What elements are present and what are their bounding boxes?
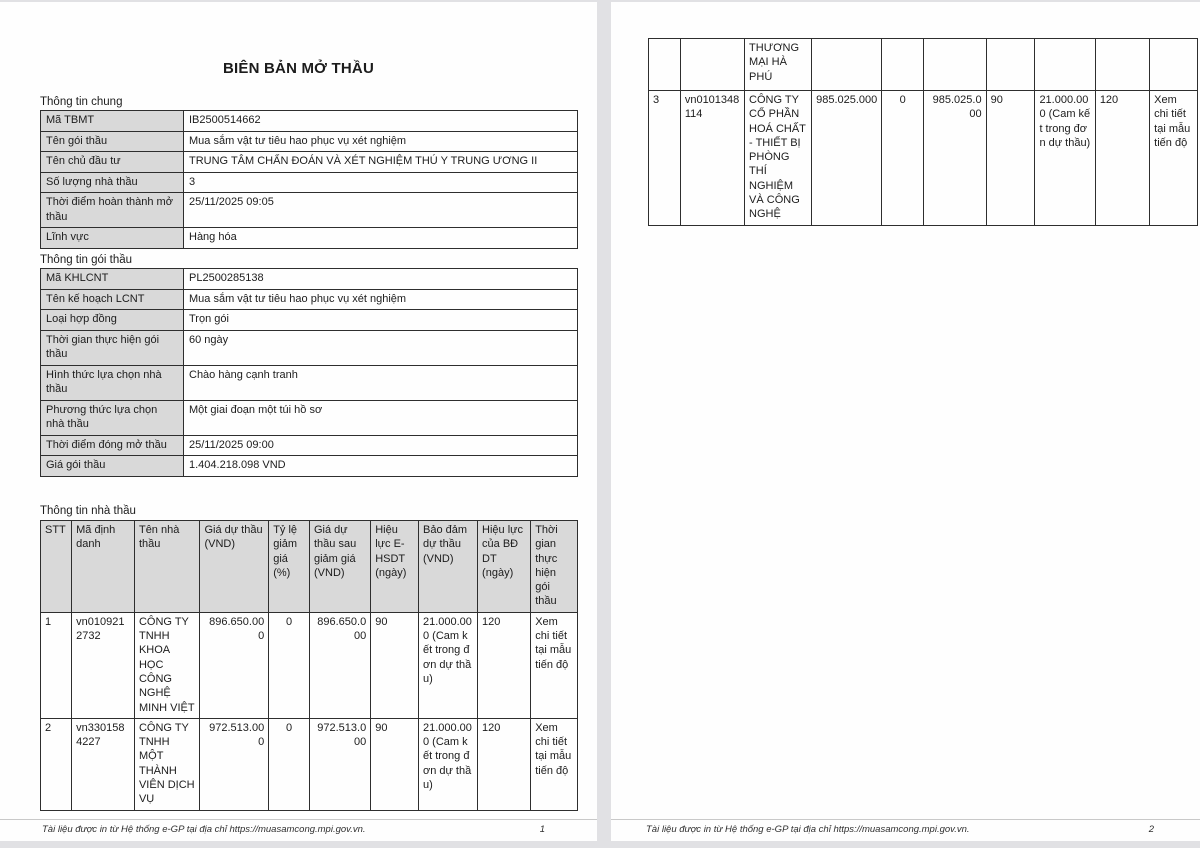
table-row	[41, 269, 578, 290]
bidder-discount	[882, 39, 924, 91]
bidder-price-after-discount: 972.513.000	[310, 718, 371, 810]
field-value: Hàng hóa	[184, 228, 578, 249]
column-header: Mã định danh	[72, 521, 135, 613]
column-header: Tỷ lệ giảm giá (%)	[269, 521, 310, 613]
bidder-duration: Xem chi tiết tại mẫu tiến độ	[531, 718, 578, 810]
field-value: 3	[184, 172, 578, 193]
document-page-1	[0, 2, 597, 841]
table-row	[41, 289, 578, 310]
field-label: Thời gian thực hiện gói thầu	[41, 330, 184, 365]
bidder-guarantee-validity: 120	[1095, 91, 1149, 226]
column-header: Bảo đảm dự thầu (VND)	[418, 521, 477, 613]
bidder-stt: 2	[41, 718, 72, 810]
bidder-duration: Xem chi tiết tại mẫu tiến độ	[531, 612, 578, 718]
bidder-name: CÔNG TY CỔ PHẦN HOÁ CHẤT - THIẾT BỊ PHÒNG THÍ NGHIỆM VÀ CÔNG NGHỆ	[745, 91, 812, 226]
field-label: Phương thức lựa chọn nhà thầu	[41, 400, 184, 435]
footer-source-text: Tài liệu được in từ Hệ thống e-GP tại địa chỉ https://muasamcong.mpi.gov.vn.	[42, 824, 366, 835]
page-footer	[0, 819, 597, 841]
package-info-table	[40, 268, 578, 477]
field-label: Hình thức lựa chọn nhà thầu	[41, 365, 184, 400]
column-header: Giá dự thầu (VND)	[200, 521, 269, 613]
bidder-price	[812, 39, 882, 91]
table-row	[41, 400, 578, 435]
bidder-price-after-discount: 896.650.000	[310, 612, 371, 718]
bidder-ehsdt-validity	[986, 39, 1035, 91]
table-row	[41, 456, 578, 477]
bidder-name-continued: THƯƠNG MẠI HÀ PHÚ	[745, 39, 812, 91]
field-label: Tên chủ đầu tư	[41, 152, 184, 173]
bidder-id: vn3301584227	[72, 718, 135, 810]
bidder-duration	[1150, 39, 1198, 91]
field-value: 1.404.218.098 VND	[184, 456, 578, 477]
bidder-id	[680, 39, 744, 91]
field-value: 25/11/2025 09:05	[184, 193, 578, 228]
bidder-guarantee: 21.000.000 (Cam kết trong đơn dự thầu)	[1035, 91, 1095, 226]
table-row	[41, 193, 578, 228]
field-label: Loại hợp đồng	[41, 310, 184, 331]
field-value: TRUNG TÂM CHẨN ĐOÁN VÀ XÉT NGHIỆM THÚ Y TRUNG ƯƠNG II	[184, 152, 578, 173]
field-label: Mã KHLCNT	[41, 269, 184, 290]
bidder-id: vn0101348114	[680, 91, 744, 226]
field-label: Số lượng nhà thầu	[41, 172, 184, 193]
section-heading-package-info: Thông tin gói thầu	[40, 254, 133, 266]
field-value: Mua sắm vật tư tiêu hao phục vụ xét nghiệm	[184, 289, 578, 310]
general-info-table	[40, 110, 578, 249]
bidder-guarantee-validity: 120	[478, 612, 531, 718]
field-label: Thời điểm đóng mở thầu	[41, 435, 184, 456]
column-header: Tên nhà thầu	[134, 521, 200, 613]
bidder-ehsdt-validity: 90	[371, 612, 419, 718]
bidder-discount: 0	[269, 718, 310, 810]
page-footer	[611, 819, 1200, 841]
page-number: 2	[1148, 824, 1154, 835]
bidder-guarantee-validity	[1095, 39, 1149, 91]
bidder-stt	[649, 39, 681, 91]
table-row	[41, 131, 578, 152]
bidder-guarantee	[1035, 39, 1095, 91]
bidder-price: 985.025.000	[812, 91, 882, 226]
field-value: 25/11/2025 09:00	[184, 435, 578, 456]
bidder-name: CÔNG TY TNHH MỘT THÀNH VIÊN DỊCH VỤ	[134, 718, 200, 810]
bidders-table-page1	[40, 520, 578, 811]
column-header: Hiệu lực của BĐ DT (ngày)	[478, 521, 531, 613]
field-label: Tên kế hoạch LCNT	[41, 289, 184, 310]
table-row	[41, 365, 578, 400]
field-label: Mã TBMT	[41, 111, 184, 132]
bidder-discount: 0	[882, 91, 924, 226]
table-row	[41, 310, 578, 331]
section-heading-bidders-info: Thông tin nhà thầu	[40, 505, 136, 517]
bidders-table-page2	[648, 38, 1198, 226]
field-value: PL2500285138	[184, 269, 578, 290]
bidder-ehsdt-validity: 90	[986, 91, 1035, 226]
bidder-ehsdt-validity: 90	[371, 718, 419, 810]
bidder-guarantee-validity: 120	[478, 718, 531, 810]
bidder-stt: 1	[41, 612, 72, 718]
footer-source-text: Tài liệu được in từ Hệ thống e-GP tại địa chỉ https://muasamcong.mpi.gov.vn.	[646, 824, 970, 835]
bidder-price-after-discount: 985.025.000	[924, 91, 987, 226]
bidder-duration: Xem chi tiết tại mẫu tiến độ	[1150, 91, 1198, 226]
bidder-row	[41, 718, 578, 810]
bidder-guarantee: 21.000.000 (Cam kết trong đơn dự thầu)	[418, 718, 477, 810]
table-row	[41, 435, 578, 456]
document-page-2	[611, 2, 1200, 841]
field-value: 60 ngày	[184, 330, 578, 365]
document-title: BIÊN BẢN MỞ THẦU	[223, 60, 374, 77]
table-row	[41, 330, 578, 365]
column-header: Thời gian thực hiện gói thầu	[531, 521, 578, 613]
column-header: Hiệu lực E-HSDT (ngày)	[371, 521, 419, 613]
bidder-price-after-discount	[924, 39, 987, 91]
table-row	[41, 111, 578, 132]
bidders-header-row	[41, 521, 578, 613]
bidder-price: 896.650.000	[200, 612, 269, 718]
table-row	[41, 228, 578, 249]
page-number: 1	[539, 824, 545, 835]
bidder-row	[649, 91, 1198, 226]
bidder-row	[41, 612, 578, 718]
field-value: IB2500514662	[184, 111, 578, 132]
bidder-row-continued	[649, 39, 1198, 91]
field-value: Chào hàng cạnh tranh	[184, 365, 578, 400]
column-header: STT	[41, 521, 72, 613]
section-heading-general-info: Thông tin chung	[40, 96, 123, 108]
bidder-price: 972.513.000	[200, 718, 269, 810]
table-row	[41, 152, 578, 173]
bidder-stt: 3	[649, 91, 681, 226]
field-label: Thời điểm hoàn thành mở thầu	[41, 193, 184, 228]
column-header: Giá dự thầu sau giảm giá (VND)	[310, 521, 371, 613]
field-label: Giá gói thầu	[41, 456, 184, 477]
bidder-id: vn0109212732	[72, 612, 135, 718]
field-label: Lĩnh vực	[41, 228, 184, 249]
field-label: Tên gói thầu	[41, 131, 184, 152]
bidder-name: CÔNG TY TNHH KHOA HỌC CÔNG NGHỆ MINH VIỆT	[134, 612, 200, 718]
table-row	[41, 172, 578, 193]
field-value: Một giai đoạn một túi hồ sơ	[184, 400, 578, 435]
field-value: Mua sắm vật tư tiêu hao phục vụ xét nghiệm	[184, 131, 578, 152]
field-value: Trọn gói	[184, 310, 578, 331]
bidder-guarantee: 21.000.000 (Cam kết trong đơn dự thầu)	[418, 612, 477, 718]
bidder-discount: 0	[269, 612, 310, 718]
